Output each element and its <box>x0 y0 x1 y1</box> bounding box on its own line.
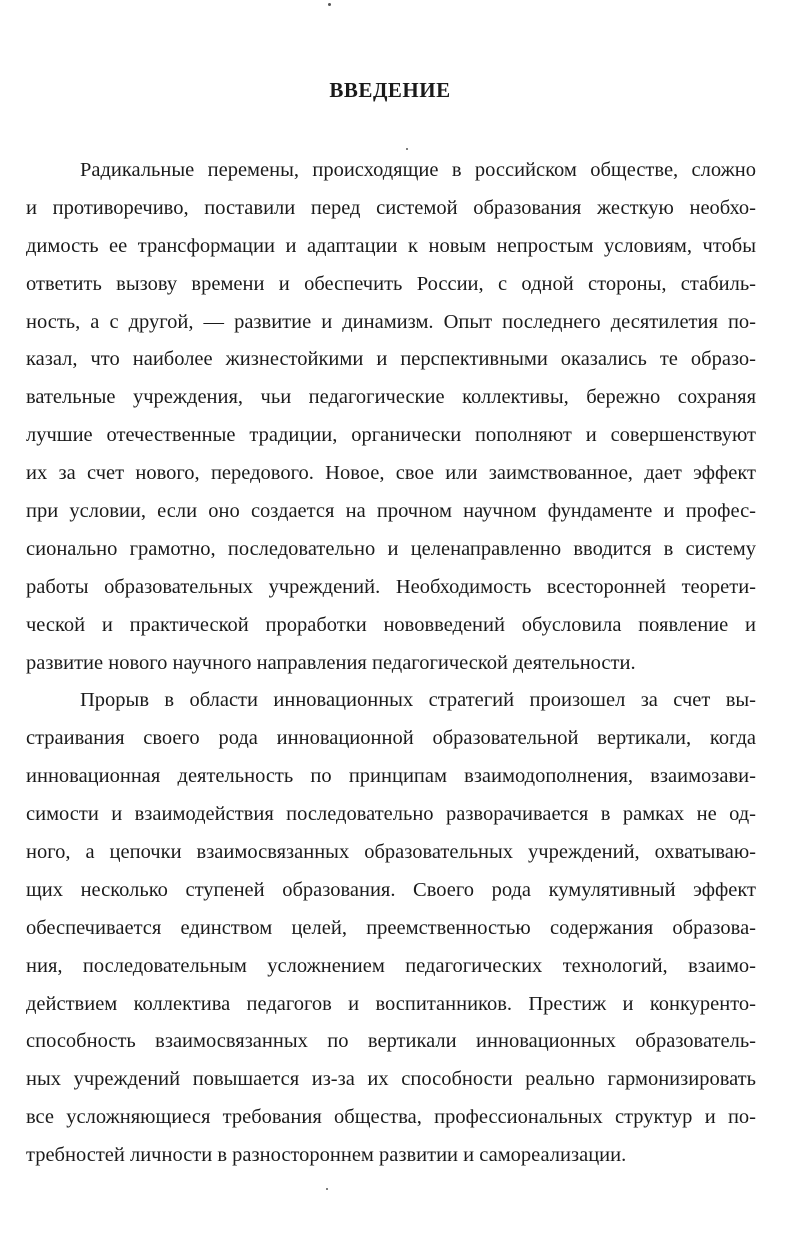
body-text <box>26 152 756 1175</box>
paragraph-line: ния, последовательным усложнением педагогических технологий, взаимо- <box>26 954 756 977</box>
paragraph-line: Прорыв в области инновационных стратегий произошел за счет вы- <box>80 689 756 712</box>
paragraph-line: работы образовательных учреждений. Необходимость всесторонней теорети- <box>26 575 756 598</box>
paragraph-line: ных учреждений повышается из-за их способности реально гармонизировать <box>26 1068 756 1091</box>
paragraph-line: страивания своего рода инновационной образовательной вертикали, когда <box>26 727 756 750</box>
section-title: ВВЕДЕНИЕ <box>329 78 451 102</box>
paragraph-line: действием коллектива педагогов и воспитанников. Престиж и конкуренто- <box>26 992 756 1015</box>
paragraph-line: развитие нового научного направления педагогической деятельности. <box>26 651 636 674</box>
paragraph-line: щих несколько ступеней образования. Своего рода кумулятивный эффект <box>26 878 756 901</box>
paragraph-line: обеспечивается единством целей, преемственностью содержания образова- <box>26 916 756 939</box>
paragraph <box>26 682 756 1175</box>
paragraph-line: Радикальные перемены, происходящие в российском обществе, сложно <box>80 159 756 181</box>
paragraph-line: лучшие отечественные традиции, органически пополняют и совершенствуют <box>26 424 756 447</box>
paragraph-line: вательные учреждения, чьи педагогические коллективы, бережно сохраняя <box>26 386 756 409</box>
paragraph-line: ного, а цепочки взаимосвязанных образовательных учреждений, охватываю- <box>26 841 756 864</box>
paragraph-line: симости и взаимодействия последовательно разворачивается в рамках не од- <box>26 803 756 826</box>
paragraph-line: все усложняющиеся требования общества, профессиональных структур и по- <box>26 1106 756 1129</box>
paragraph-line: ческой и практической проработки нововведений обусловила появление и <box>26 613 756 636</box>
paragraph-line: при условии, если оно создается на прочном научном фундаменте и профес- <box>26 500 756 523</box>
paragraph-line: ность, а с другой, — развитие и динамизм. Опыт последнего десятилетия по- <box>26 310 756 333</box>
paragraph-line: сионально грамотно, последовательно и целенаправленно вводится в систему <box>26 537 756 560</box>
paragraph-line: способность взаимосвязанных по вертикали инновационных образователь- <box>26 1030 756 1053</box>
scan-speck <box>326 1188 328 1190</box>
paragraph <box>26 152 756 682</box>
paragraph-line: и противоречиво, поставили перед системой образования жесткую необхо- <box>26 196 756 219</box>
paragraph-line: инновационная деятельность по принципам взаимодополнения, взаимозави- <box>26 765 756 788</box>
paragraph-line: их за счет нового, передового. Новое, свое или заимствованное, дает эффект <box>26 462 756 485</box>
paragraph-line: требностей личности в разностороннем развитии и самореализации. <box>26 1144 627 1167</box>
scan-speck <box>328 3 331 6</box>
paragraph-line: ответить вызову времени и обеспечить России, с одной стороны, стабиль- <box>26 272 756 295</box>
paragraph-line: казал, что наиболее жизнестойкими и перспективными оказались те образо- <box>26 348 756 371</box>
paragraph-line: димость ее трансформации и адаптации к новым непростым условиям, чтобы <box>26 234 756 257</box>
scan-speck <box>406 148 408 150</box>
